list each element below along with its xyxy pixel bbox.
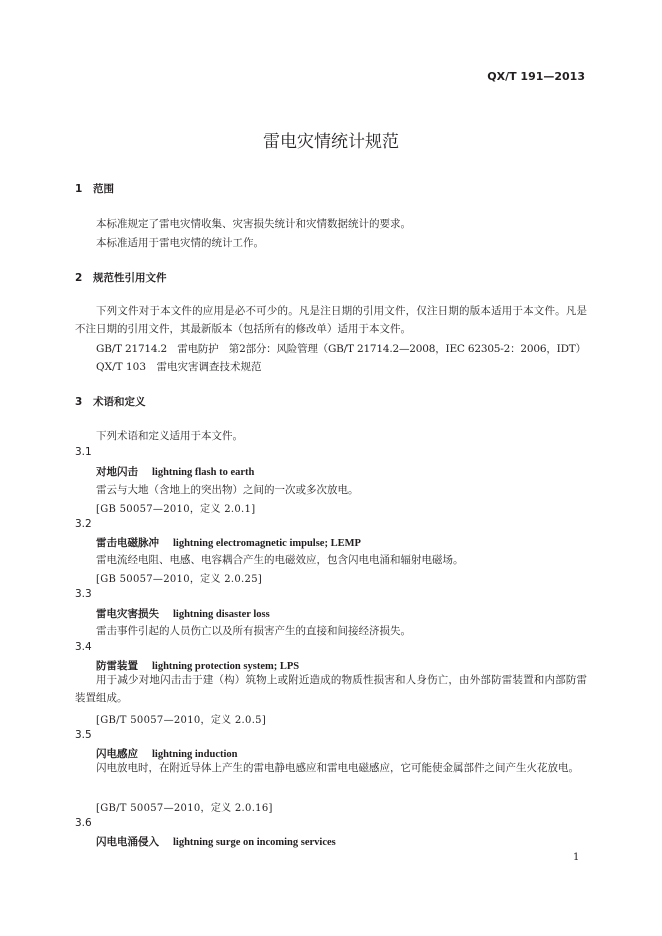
term-en: lightning disaster loss [173, 609, 270, 620]
page-number: 1 [573, 852, 580, 863]
term-en: lightning induction [152, 749, 238, 760]
section-number: 2 [75, 272, 83, 284]
standard-code: QX/T 191—2013 [487, 70, 585, 83]
reference-item: QX/T 103 雷电灾害调查技术规范 [96, 361, 262, 373]
term-definition: 雷击事件引起的人员伤亡以及所有损害产生的直接和间接经济损失。 [96, 625, 411, 637]
scope-paragraph-1: 本标准规定了雷电灾情收集、灾害损失统计和灾情数据统计的要求。 [96, 218, 411, 230]
term-en: lightning flash to earth [152, 467, 255, 478]
term-zh: 雷电灾害损失 [96, 608, 159, 620]
terms-intro: 下列术语和定义适用于本文件。 [96, 430, 243, 442]
term-number: 3.2 [75, 518, 92, 530]
reference-item: GB/T 21714.2 雷电防护 第2部分：风险管理（GB/T 21714.2—2008，IEC 62305-2：2006，IDT） [96, 343, 586, 355]
term-en: lightning electromagnetic impulse; LEMP [173, 538, 361, 549]
term-number: 3.3 [75, 588, 92, 600]
term-definition: 用于减少对地闪击击于建（构）筑物上或附近造成的物质性损害和人身伤亡，由外部防雷装置和内部防雷装置组成。 [75, 674, 587, 704]
term-heading [96, 535, 361, 550]
term-zh: 雷击电磁脉冲 [96, 537, 159, 549]
scope-paragraph-2: 本标准适用于雷电灾情的统计工作。 [96, 237, 264, 249]
section-number: 3 [75, 396, 83, 408]
references-intro: 下列文件对于本文件的应用是必不可少的。凡是注日期的引用文件，仅注日期的版本适用于本文件。凡是不注日期的引用文件，其最新版本（包括所有的修改单）适用于本文件。 [75, 305, 587, 335]
term-zh: 对地闪击 [96, 466, 138, 478]
section-number: 1 [75, 183, 83, 195]
section-title: 规范性引用文件 [93, 272, 167, 284]
term-heading [96, 464, 254, 479]
term-number: 3.5 [75, 729, 92, 741]
term-source: [GB 50057—2010，定义 2.0.25] [96, 574, 263, 585]
section-title: 术语和定义 [93, 396, 146, 408]
term-source: [GB/T 50057—2010，定义 2.0.16] [96, 803, 273, 814]
section-1-heading [75, 181, 114, 196]
section-title: 范围 [93, 183, 114, 195]
document-title: 雷电灾情统计规范 [263, 132, 399, 152]
term-number: 3.1 [75, 446, 92, 458]
term-definition: 雷电流经电阻、电感、电容耦合产生的电磁效应，包含闪电电涌和辐射电磁场。 [96, 554, 464, 566]
term-number: 3.4 [75, 641, 92, 653]
section-2-heading [75, 270, 167, 285]
section-3-heading [75, 394, 146, 409]
term-heading [96, 606, 270, 621]
term-en: lightning protection system; LPS [152, 661, 300, 672]
term-source: [GB/T 50057—2010，定义 2.0.5] [96, 715, 267, 726]
term-zh: 闪电电涌侵入 [96, 836, 159, 848]
term-heading [96, 834, 336, 849]
term-definition: 闪电放电时，在附近导体上产生的雷电静电感应和雷电电磁感应，它可能使金属部件之间产生火花放电。 [96, 762, 579, 774]
term-definition: 雷云与大地（含地上的突出物）之间的一次或多次放电。 [96, 484, 359, 496]
term-source: [GB 50057—2010，定义 2.0.1] [96, 504, 256, 515]
term-zh: 防雷装置 [96, 660, 138, 672]
term-zh: 闪电感应 [96, 748, 138, 760]
term-en: lightning surge on incoming services [173, 837, 336, 848]
term-number: 3.6 [75, 817, 92, 829]
